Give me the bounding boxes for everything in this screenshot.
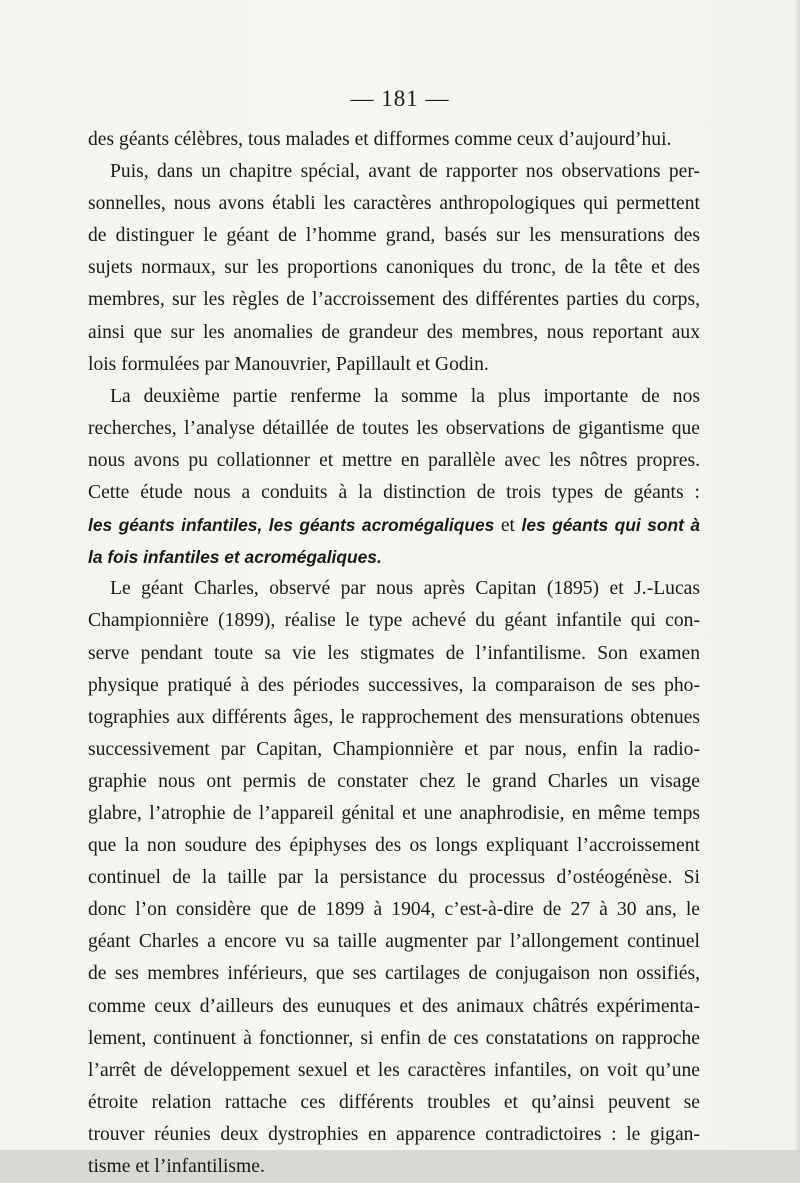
text-line: tographies aux différents âges, le rapprochement des mensurations obtenues <box>88 706 700 728</box>
page-number: — 181 — <box>350 86 450 111</box>
text-line: de distinguer le géant de l’homme grand, basés sur les mensurations des <box>88 225 700 247</box>
text-line: glabre, l’atrophie de l’appareil génital et une anaphrodisie, en même temps <box>88 802 700 824</box>
connector-text: et <box>494 515 522 537</box>
text-line: Championnière (1899), réalise le type achevé du géant infantile qui con- <box>88 610 700 632</box>
emphasis-line <box>88 509 700 541</box>
text-line: recherches, l’analyse détaillée de toutes les observations de gigantisme que <box>88 417 700 439</box>
text-line: La deuxième partie renferme la somme la plus importante de nos <box>110 385 700 407</box>
text-line: successivement par Capitan, Championnière et par nous, enfin la radio- <box>88 738 700 760</box>
text-line: sujets normaux, sur les proportions canoniques du tronc, de la tête et des <box>88 257 700 279</box>
emphasis-line <box>88 541 700 573</box>
text-line: ainsi que sur les anomalies de grandeur des membres, nous reportant aux <box>88 321 700 343</box>
text-line: Le géant Charles, observé par nous après Capitan (1895) et J.-Lucas <box>110 578 700 600</box>
text-line: géant Charles a encore vu sa taille augmenter par l’allongement continuel <box>88 931 700 953</box>
text-line: des géants célèbres, tous malades et difformes comme ceux d’aujourd’hui. <box>88 129 672 150</box>
text-line: tisme et l’infantilisme. <box>88 1156 265 1177</box>
text-line: serve pendant toute sa vie les stigmates de l’infantilisme. Son examen <box>88 642 700 664</box>
text-line: nous avons pu collationner et mettre en parallèle avec les nôtres propres. <box>88 449 700 471</box>
emphasis-text: les géants qui sont à <box>521 515 701 536</box>
text-line: comme ceux d’ailleurs des eunuques et des animaux châtrés expérimenta- <box>88 995 700 1017</box>
text-line: étroite relation rattache ces différents troubles et qu’ainsi peuvent se <box>88 1091 700 1113</box>
page-edge-shadow <box>794 0 800 1150</box>
text-line: que la non soudure des épiphyses des os longs expliquant l’accroissement <box>88 835 700 857</box>
text-line: de ses membres inférieurs, que ses cartilages de conjugaison non ossifiés, <box>88 963 700 985</box>
text-line: physique pratiqué à des périodes successives, la comparaison de ses pho- <box>88 674 700 696</box>
text-line: Puis, dans un chapitre spécial, avant de rapporter nos observations per- <box>110 161 700 183</box>
emphasis-text: les géants infantiles, les géants acromégaliques <box>88 515 495 536</box>
body-text <box>88 124 700 1183</box>
text-line: continuel de la taille par la persistance du processus d’ostéogénèse. Si <box>88 867 700 889</box>
text-line: lement, continuent à fonctionner, si enfin de ces constatations on rapproche <box>88 1027 700 1049</box>
text-line: membres, sur les règles de l’accroissement des différentes parties du corps, <box>88 289 700 311</box>
text-line: sonnelles, nous avons établi les caractères anthropologiques qui permettent <box>88 193 700 215</box>
text-line: trouver réunies deux dystrophies en apparence contradictoires : le gigan- <box>88 1123 700 1145</box>
text-line: l’arrêt de développement sexuel et les caractères infantiles, on voit qu’une <box>88 1059 700 1081</box>
text-line: Cette étude nous a conduits à la distinction de trois types de géants : <box>88 482 700 504</box>
text-line: donc l’on considère que de 1899 à 1904, c’est-à-dire de 27 à 30 ans, le <box>88 899 700 921</box>
emphasis-text: la fois infantiles et acromégaliques. <box>88 547 382 568</box>
text-line: lois formulées par Manouvrier, Papillault et Godin. <box>88 353 489 375</box>
text-line: graphie nous ont permis de constater chez le grand Charles un visage <box>88 770 700 792</box>
